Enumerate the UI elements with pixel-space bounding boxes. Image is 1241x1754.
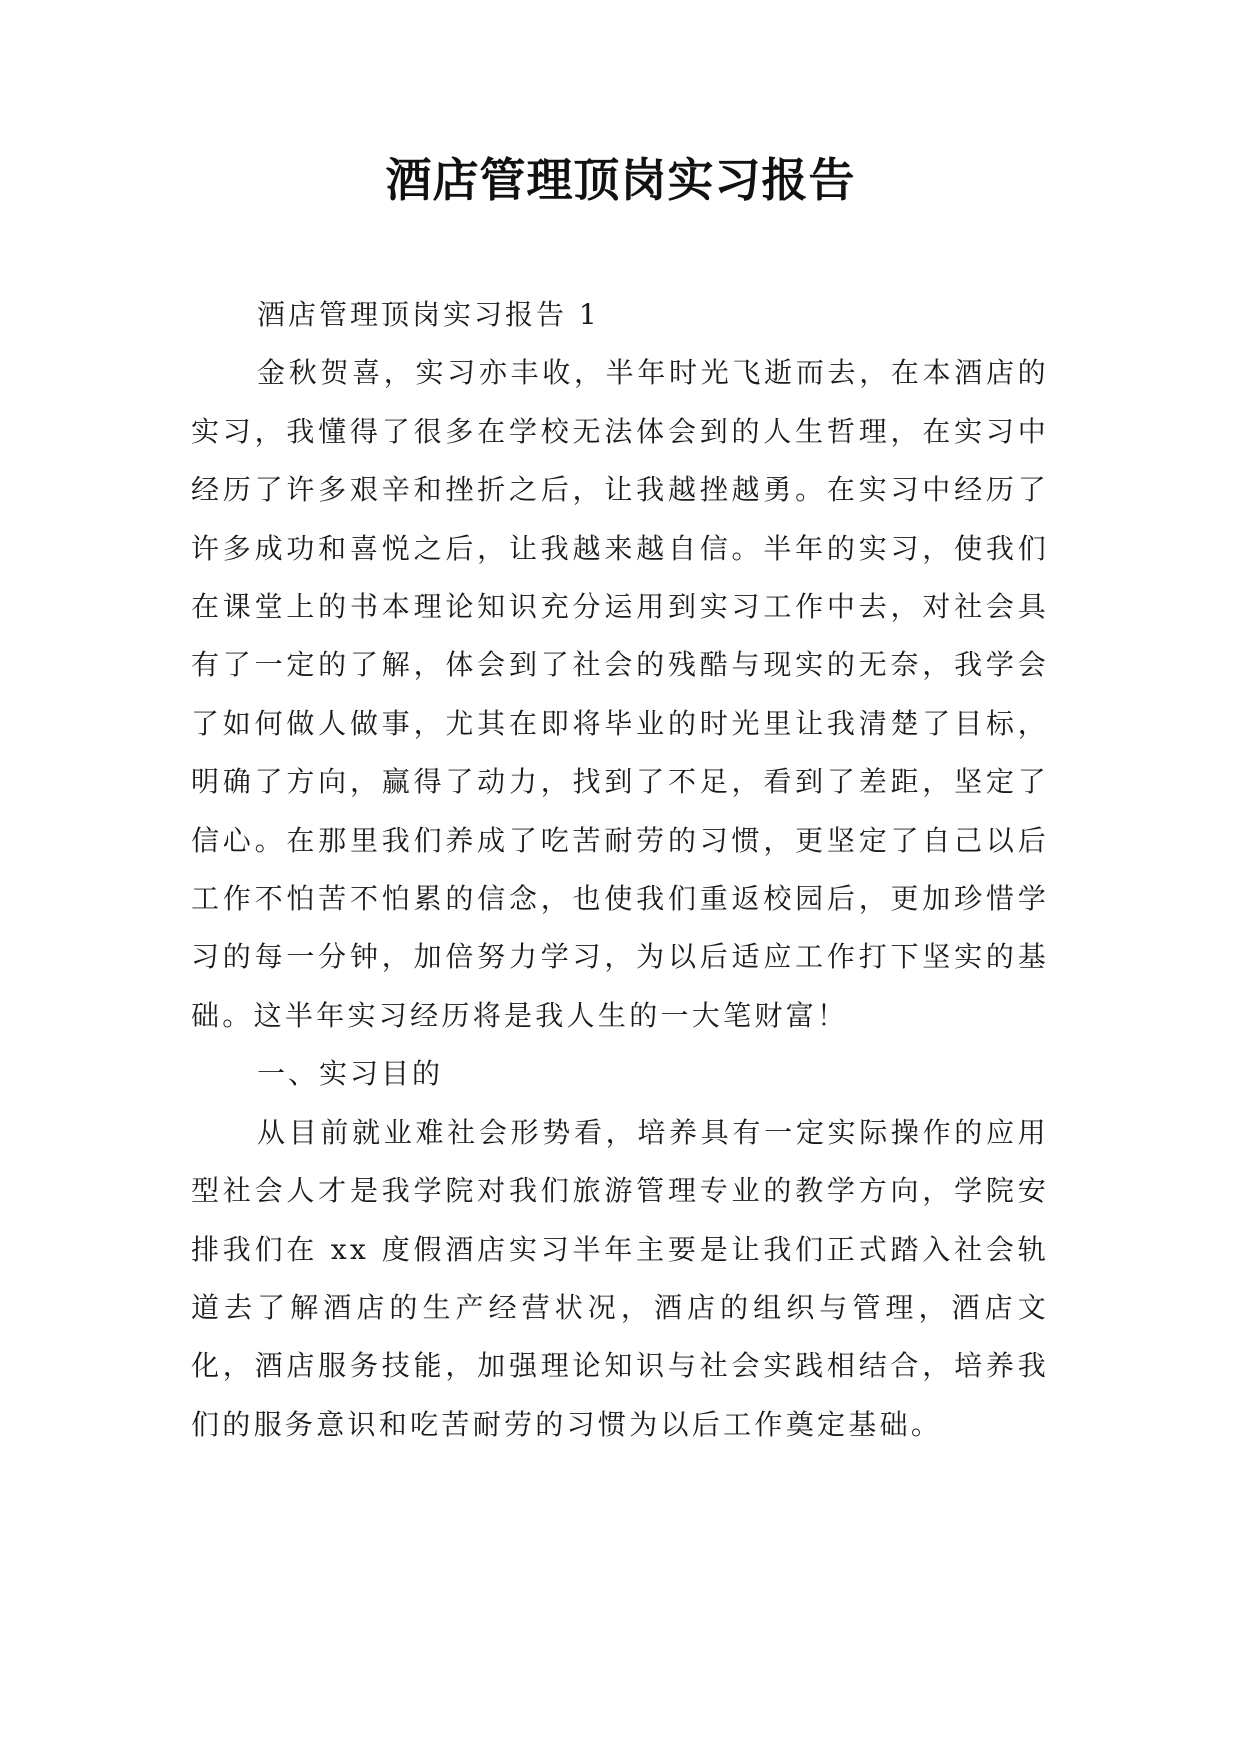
document-body xyxy=(191,286,1049,1454)
section-heading-purpose: 一、实习目的 xyxy=(257,1057,444,1091)
document-title: 酒店管理顶岗实习报告 xyxy=(385,153,856,207)
purpose-paragraph: 从目前就业难社会形势看，培养具有一定实际操作的应用型社会人才是我学院对我们旅游管理专业的教学方向，学院安排我们在 xx 度假酒店实习半年主要是让我们正式踏入社会轨道去了解酒店的生产经营状况，酒店的组织与管理，酒店文化，酒店服务技能，加强理论知识与社会实践相结合，培养我们的服务意识和吃苦耐劳的习惯为以后工作奠定基础。 xyxy=(191,1115,1049,1441)
report-subtitle: 酒店管理顶岗实习报告 1 xyxy=(257,298,600,331)
intro-paragraph: 金秋贺喜，实习亦丰收，半年时光飞逝而去，在本酒店的实习，我懂得了很多在学校无法体会到的人生哲理，在实习中经历了许多艰辛和挫折之后，让我越挫越勇。在实习中经历了许多成功和喜悦之后，让我越来越自信。半年的实习，使我们在课堂上的书本理论知识充分运用到实习工作中去，对社会具有了一定的了解，体会到了社会的残酷与现实的无奈，我学会了如何做人做事，尤其在即将毕业的时光里让我清楚了目标，明确了方向，赢得了动力，找到了不足，看到了差距，坚定了信心。在那里我们养成了吃苦耐劳的习惯，更坚定了自己以后工作不怕苦不怕累的信念，也使我们重返校园后，更加珍惜学习的每一分钟，加倍努力学习，为以后适应工作打下坚实的基础。这半年实习经历将是我人生的一大笔财富！ xyxy=(191,356,1049,1032)
